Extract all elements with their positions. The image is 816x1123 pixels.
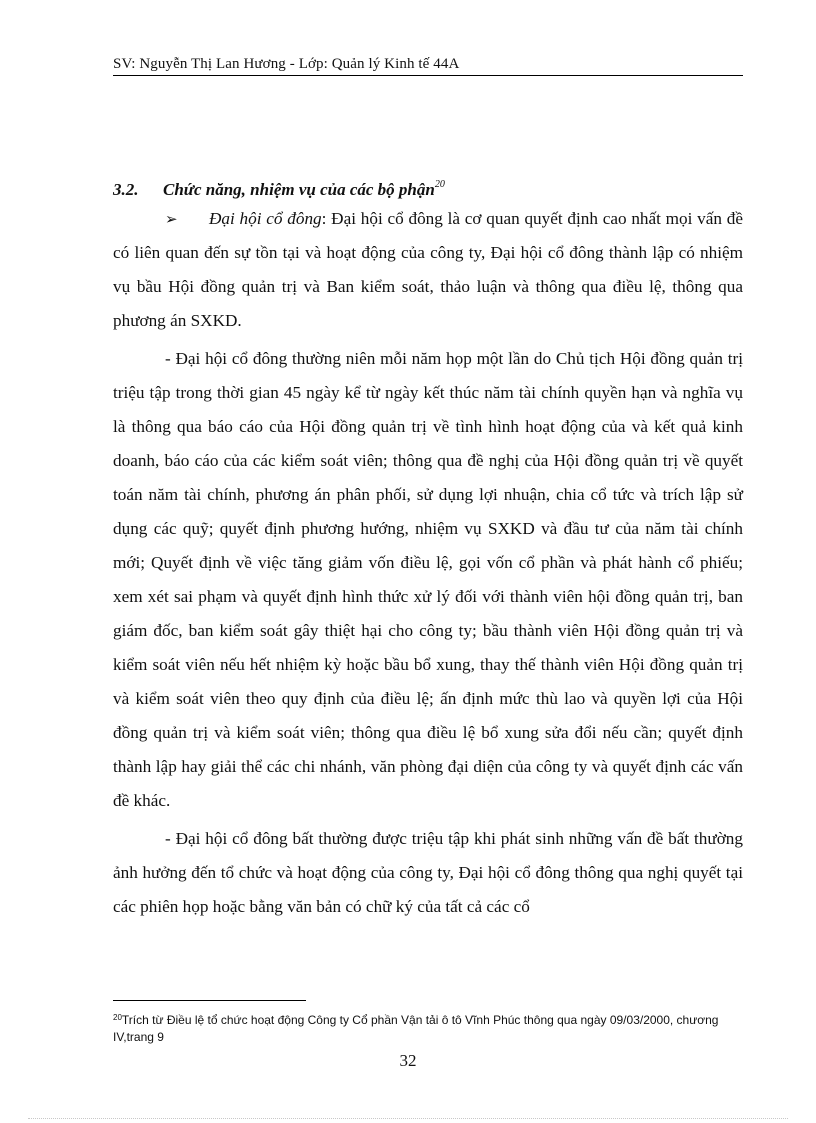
page-number: 32 [399,1051,417,1070]
paragraph-text: : Đại hội cổ đông là cơ quan quyết định cao nhất mọi vấn đề có liên quan đến sự tồn tại và hoạt động của công ty, Đại hội cổ đông thành lập có nhiệm vụ bầu Hội đồng quản trị và Ban kiểm soát, thảo luận và thông qua điều lệ, thông qua phương án SXKD. [113,209,743,330]
footnote-marker: 20 [113,1013,122,1022]
body-text [113,202,743,928]
footnote-divider [113,1000,306,1001]
section-heading [113,172,743,203]
page-header: SV: Nguyễn Thị Lan Hương - Lớp: Quản lý Kinh tế 44A [113,53,743,76]
page-bottom-border [28,1118,788,1119]
paragraph-general-meeting [113,202,743,338]
footnote-reference: 20 [434,179,445,190]
footnote [113,1009,745,1046]
arrow-bullet-icon: ➢ [165,210,178,228]
section-number: 3.2. [113,180,139,199]
paragraph-extraordinary-meeting: - Đại hội cổ đông bất thường được triệu tập khi phát sinh những vấn đề bất thường ảnh hưởng đến tổ chức và hoạt động của công ty, Đại hội cổ đông thông qua nghị quyết tại các phiên họp hoặc bằng văn bản có chữ ký của tất cả các cổ [113,829,743,916]
paragraph-annual-meeting: - Đại hội cổ đông thường niên mỗi năm họp một lần do Chủ tịch Hội đồng quản trị triệu tập trong thời gian 45 ngày kể từ ngày kết thúc năm tài chính quyền hạn và nghĩa vụ là thông qua báo cáo của Hội đồng quản trị về tình hình hoạt động của và kết quả kinh doanh, báo cáo của các kiểm soát viên; thông qua đề nghị của Hội đồng quản trị về quyết toán năm tài chính, phương án phân phối, sử dụng lợi nhuận, chia cổ tức và trích lập sử dụng các quỹ; quyết định phương hướng, nhiệm vụ SXKD và đầu tư của năm tài chính mới; Quyết định về việc tăng giảm vốn điều lệ, gọi vốn cổ phần và phát hành cổ phiếu; xem xét sai phạm và quyết định hình thức xử lý đối với thành viên hội đồng quản trị, ban giám đốc, ban kiểm soát gây thiệt hại cho công ty; bầu thành viên Hội đồng quản trị và kiểm soát viên nếu hết nhiệm kỳ hoặc bầu bổ xung, thay thế thành viên Hội đồng quản trị và kiểm soát viên theo quy định của điều lệ; ấn định mức thù lao và quyền lợi của Hội đồng quản trị và kiểm soát viên; thông qua điều lệ bổ xung sửa đổi nếu cần; quyết định thành lập hay giải thể các chi nhánh, văn phòng đại diện của công ty và quyết định các vấn đề khác. [113,349,743,810]
footnote-text: Trích từ Điều lệ tổ chức hoạt động Công ty Cổ phần Vận tải ô tô Vĩnh Phúc thông qua ngày 09/03/2000, chương IV,trang 9 [113,1013,719,1044]
term-general-meeting: Đại hội cổ đông [209,209,322,228]
section-title: Chức năng, nhiệm vụ của các bộ phận [163,180,435,199]
